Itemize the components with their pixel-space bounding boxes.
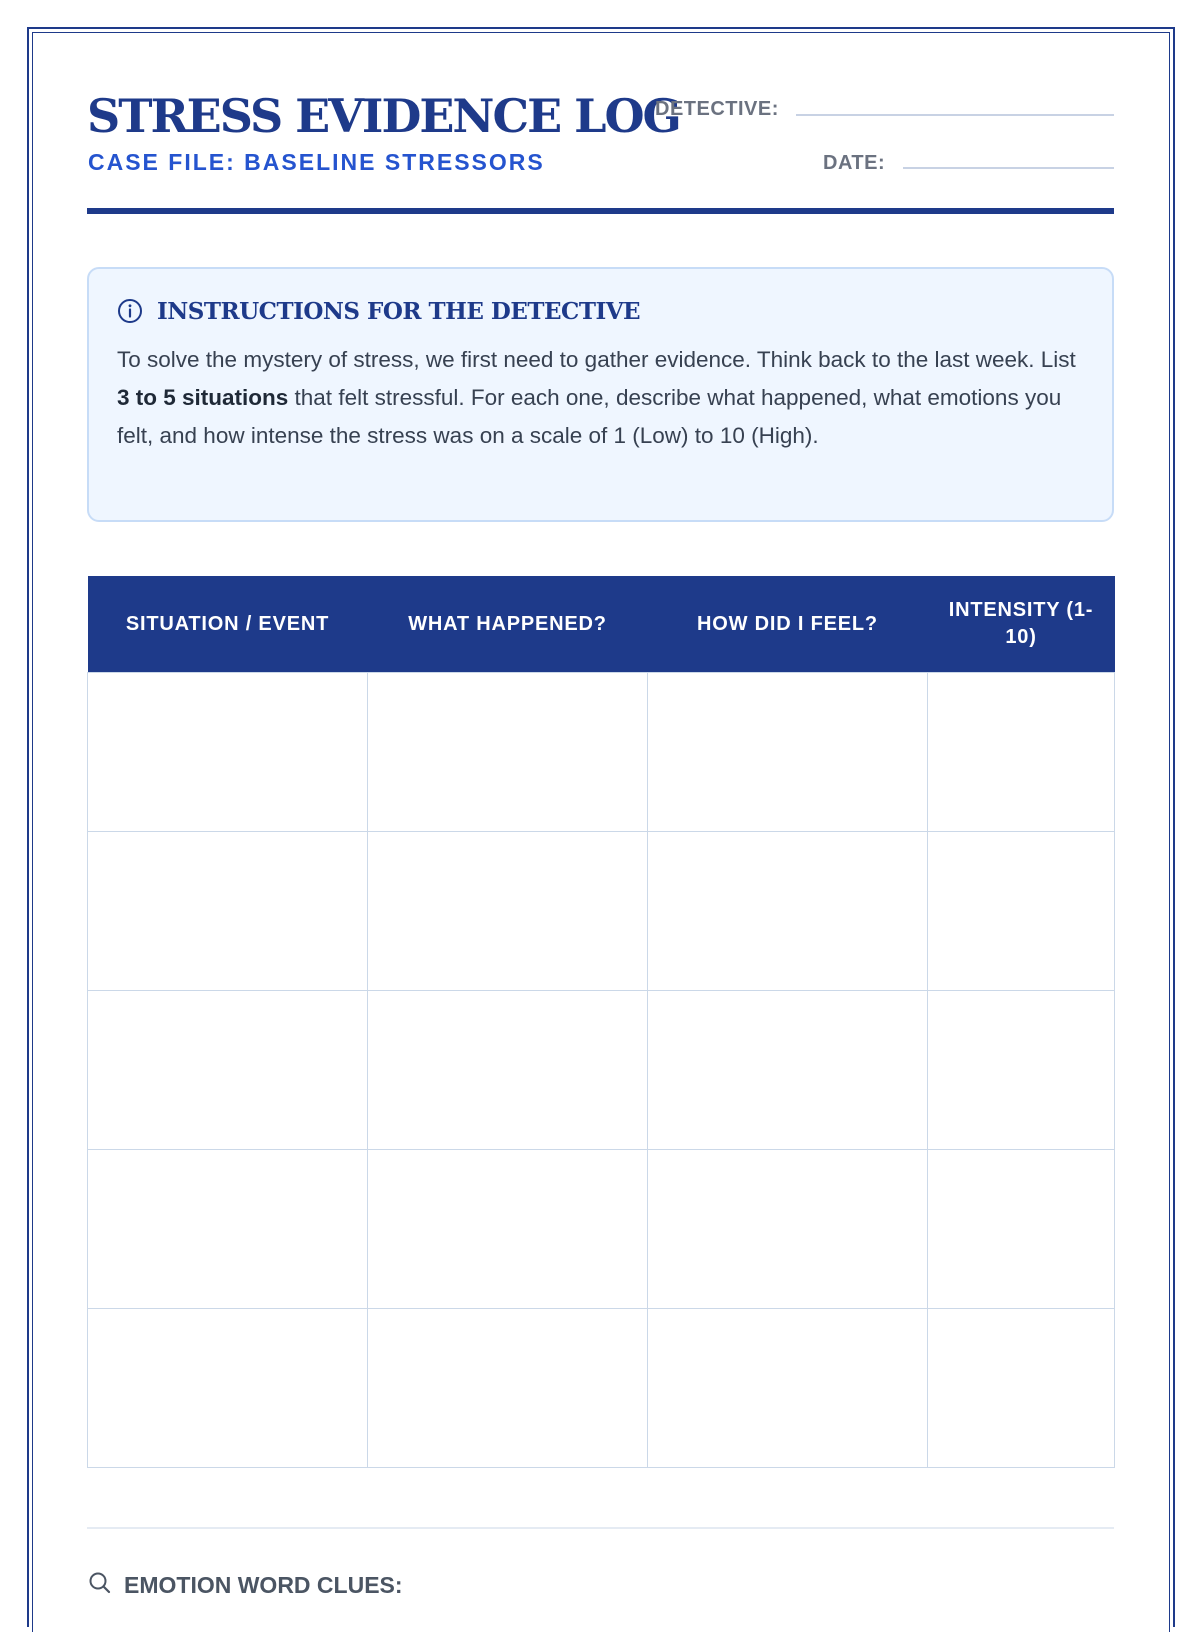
column-header-feelings: HOW DID I FEEL? (648, 576, 928, 673)
table-row (88, 1150, 1115, 1309)
feelings-cell[interactable] (648, 1150, 928, 1309)
emotion-clues-label: EMOTION WORD CLUES: (124, 1572, 403, 1598)
intensity-cell[interactable] (928, 832, 1115, 991)
feelings-cell[interactable] (648, 991, 928, 1150)
what-happened-cell[interactable] (368, 991, 648, 1150)
intensity-cell[interactable] (928, 673, 1115, 832)
table-row (88, 673, 1115, 832)
instructions-text-end: that felt stressful. For each one, describe what happened, what emotions you felt, and how intense the stress was on a scale of 1 (Low) to 10 (High). (117, 385, 1062, 448)
column-header-situation: SITUATION / EVENT (88, 576, 368, 673)
instructions-header (117, 291, 1084, 331)
feelings-cell[interactable] (648, 1309, 928, 1468)
evidence-table (87, 576, 1115, 1468)
situation-cell[interactable] (88, 832, 368, 991)
intensity-cell[interactable] (928, 991, 1115, 1150)
header-divider (87, 208, 1114, 214)
column-header-intensity: INTENSITY (1-10) (928, 576, 1115, 673)
date-field[interactable] (903, 167, 1114, 169)
table-row (88, 832, 1115, 991)
table-row (88, 991, 1115, 1150)
instructions-text-emphasis: 3 to 5 situations (117, 385, 289, 410)
what-happened-cell[interactable] (368, 673, 648, 832)
emotion-clues-header (88, 1570, 403, 1601)
situation-cell[interactable] (88, 1150, 368, 1309)
column-header-what-happened: WHAT HAPPENED? (368, 576, 648, 673)
info-icon (117, 298, 143, 324)
detective-field[interactable] (796, 114, 1114, 116)
instructions-title: INSTRUCTIONS FOR THE DETECTIVE (157, 297, 641, 325)
what-happened-cell[interactable] (368, 1309, 648, 1468)
intensity-cell[interactable] (928, 1150, 1115, 1309)
situation-cell[interactable] (88, 991, 368, 1150)
situation-cell[interactable] (88, 673, 368, 832)
feelings-cell[interactable] (648, 832, 928, 991)
what-happened-cell[interactable] (368, 832, 648, 991)
page-title: STRESS EVIDENCE LOG (87, 89, 680, 143)
instructions-text-start: To solve the mystery of stress, we first need to gather evidence. Think back to the last week. List (117, 347, 1076, 372)
intensity-cell[interactable] (928, 1309, 1115, 1468)
search-icon (88, 1570, 112, 1601)
section-divider (87, 1527, 1114, 1529)
detective-label: DETECTIVE: (655, 98, 779, 120)
table-header-row (88, 576, 1115, 673)
instructions-panel (87, 267, 1114, 522)
situation-cell[interactable] (88, 1309, 368, 1468)
page-subtitle: CASE FILE: BASELINE STRESSORS (88, 149, 545, 175)
table-row (88, 1309, 1115, 1468)
feelings-cell[interactable] (648, 673, 928, 832)
instructions-text (117, 341, 1084, 455)
date-label: DATE: (823, 152, 886, 174)
what-happened-cell[interactable] (368, 1150, 648, 1309)
